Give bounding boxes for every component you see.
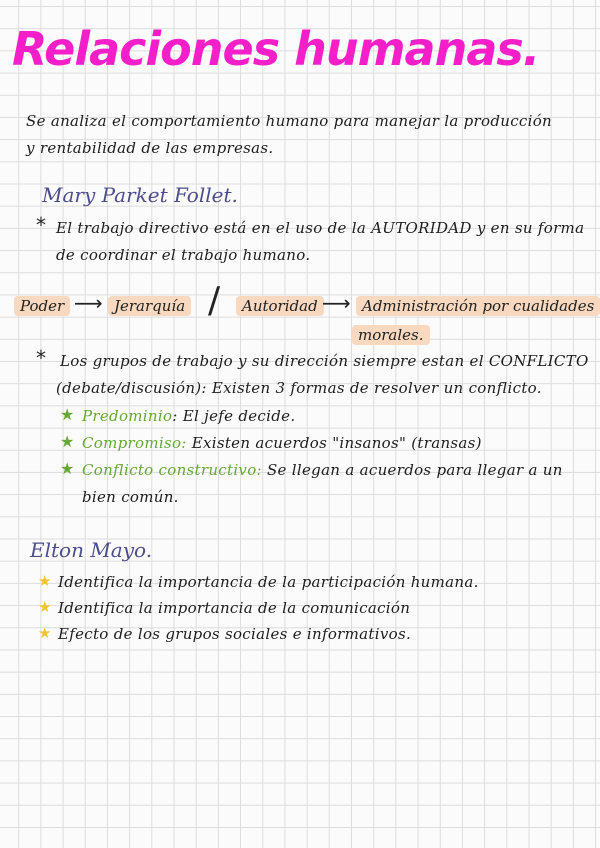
- page-title: Relaciones humanas.: [12, 22, 540, 76]
- chain-administracion-line-1: Administración por cualidades: [356, 296, 600, 316]
- right-arrow-icon: ⟶: [322, 291, 351, 315]
- chain-administracion-line-2: morales.: [352, 325, 430, 345]
- form-continuation: bien común.: [82, 488, 179, 506]
- follet-note-line-1: El trabajo directivo está en el uso de la AUTORIDAD y en su forma: [56, 219, 585, 237]
- follet-note-line-2: de coordinar el trabajo humano.: [56, 246, 311, 264]
- asterisk-icon: *: [36, 346, 46, 370]
- follet-name: Mary Parket Follet.: [42, 183, 238, 207]
- chain-autoridad: Autoridad: [236, 296, 324, 316]
- green-star-icon: ★: [60, 405, 75, 424]
- groups-line-1: Los grupos de trabajo y su dirección siempre estan el CONFLICTO: [60, 352, 589, 370]
- yellow-star-icon: ★: [38, 598, 52, 616]
- right-arrow-icon: ⟶: [74, 291, 103, 315]
- form-desc: : El jefe decide.: [172, 407, 296, 425]
- intro-line-2: y rentabilidad de las empresas.: [26, 139, 274, 157]
- chain-jerarquia: Jerarquía: [108, 296, 191, 316]
- intro-line-1: Se analiza el comportamiento humano para manejar la producción: [26, 112, 553, 130]
- form-item-predominio: [82, 407, 295, 425]
- form-item-compromiso: [82, 434, 482, 452]
- green-star-icon: ★: [60, 459, 75, 478]
- form-desc: Existen acuerdos "insanos" (transas): [191, 434, 482, 452]
- slash-divider: /: [208, 280, 221, 321]
- yellow-star-icon: ★: [38, 624, 52, 642]
- groups-line-2: (debate/discusión): Existen 3 formas de resolver un conflicto.: [56, 379, 542, 397]
- green-star-icon: ★: [60, 432, 75, 451]
- form-term: Predominio: [82, 407, 173, 425]
- mayo-item: Efecto de los grupos sociales e informativos.: [58, 625, 412, 643]
- form-term: Conflicto constructivo:: [82, 461, 262, 479]
- mayo-name: Elton Mayo.: [30, 538, 153, 562]
- chain-poder: Poder: [14, 296, 70, 316]
- asterisk-icon: *: [36, 213, 46, 237]
- yellow-star-icon: ★: [38, 572, 52, 590]
- form-item-conflicto-constructivo: [82, 461, 563, 479]
- form-term: Compromiso:: [82, 434, 187, 452]
- mayo-item: Identifica la importancia de la participación humana.: [58, 573, 479, 591]
- form-desc: Se llegan a acuerdos para llegar a un: [266, 461, 563, 479]
- mayo-item: Identifica la importancia de la comunicación: [58, 599, 411, 617]
